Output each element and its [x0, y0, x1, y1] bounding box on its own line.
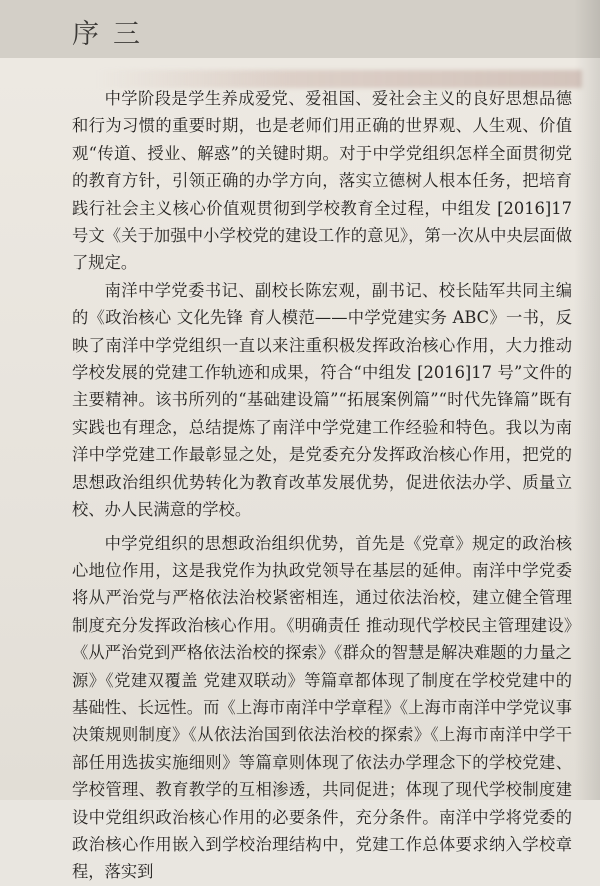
paragraph-1: 中学阶段是学生养成爱党、爱祖国、爱社会主义的良好思想品德和行为习惯的重要时期，也是老师们用正确的世界观、人生观、价值观“传道、授业、解惑”的关键时期。对于中学党组织怎样全面贯彻党的教育方针，引领正确的办学方向，落实立德树人根本任务，把培育践行社会主义核心价值观贯彻到学校教育全过程，中组发 [2016]17 号文《关于加强中小学校党的建设工作的意见》，第一次从中央层面做了规定。: [72, 89, 572, 273]
chapter-title: 序三: [72, 19, 154, 50]
body-text: [72, 85, 572, 886]
paragraph-3: 中学党组织的思想政治组织优势，首先是《党章》规定的政治核心地位作用，这是我党作为执政党领导在基层的延伸。南洋中学党委将从严治党与严格依法治校紧密相连，通过依法治校，建立健全管理制度充分发挥政治核心作用。《明确责任 推动现代学校民主管理建设》《从严治党到严格依法治校的探索》《群众的智慧是解决难题的力量之源》《党建双覆盖 党建双联动》等篇章都体现了制度在学校党建中的基础性、长远性。而《上海市南洋中学章程》《上海市南洋中学党议事决策规则制度》《从依法治国到依法治校的探索》《上海市南洋中学干部任用选拔实施细则》等篇章则体现了依法办学理念下的学校党建、学校管理、教育教学的互相渗透，共同促进；体现了现代学校制度建设中党组织政治核心作用的必要条件，充分条件。南洋中学将党委的政治核心作用嵌入到学校治理结构中，党建工作总体要求纳入学校章程，落实到: [72, 533, 572, 882]
chapter-header-band: [0, 0, 600, 58]
page-edge-shadow: [574, 0, 600, 800]
paragraph-2: 南洋中学党委书记、副校长陈宏观，副书记、校长陆军共同主编的《政治核心 文化先锋 育人模范——中学党建实务 ABC》一书，反映了南洋中学党组织一直以来注重积极发挥政治核心作用，大力推动学校发展的党建工作轨迹和成果，符合“中组发 [2016]17 号”文件的主要精神。该书所列的“基础建设篇”“拓展案例篇”“时代先锋篇”既有实践也有理念，总结提炼了南洋中学党建工作经验和特色。我以为南洋中学党建工作最彰显之处，是党委充分发挥政治核心作用，把党的思想政治组织优势转化为教育改革发展优势，促进依法办学、质量立校、办人民满意的学校。: [72, 280, 572, 520]
